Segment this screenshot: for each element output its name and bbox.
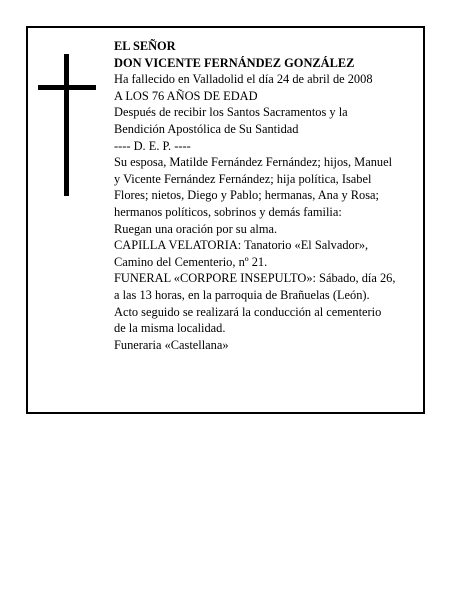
death-announcement: Ha fallecido en Valladolid el día 24 de abril de 2008	[114, 72, 373, 87]
funeral-info: FUNERAL «CORPORE INSEPULTO»: Sábado, día 26, a las 13 horas, en la parroquia de Brañuelas (León).	[114, 271, 396, 302]
age-line: A LOS 76 AÑOS DE EDAD	[114, 88, 258, 103]
funeral-home: Funeraria «Castellana»	[114, 337, 229, 352]
chapel-info: CAPILLA VELATORIA: Tanatorio «El Salvador», Camino del Cementerio, nº 21.	[114, 238, 369, 269]
deceased-title: EL SEÑOR	[114, 39, 176, 53]
prayer-request: Ruegan una oración por su alma.	[114, 221, 278, 236]
cross-icon-crossbar	[38, 85, 96, 90]
sacraments-line: Después de recibir los Santos Sacramentos y la Bendición Apostólica de Su Santidad	[114, 105, 348, 136]
rip-line: ---- D. E. P. ----	[114, 138, 191, 153]
cross-icon	[64, 54, 69, 196]
notice-text	[114, 38, 426, 353]
deceased-name: DON VICENTE FERNÁNDEZ GONZÁLEZ	[114, 55, 355, 70]
burial-info: Acto seguido se realizará la conducción al cementerio de la misma localidad.	[114, 304, 382, 336]
family-list: Su esposa, Matilde Fernández Fernández; hijos, Manuel y Vicente Fernández Fernández; hija política, Isabel Flores; nietos, Diego y Pablo; hermanas, Ana y Rosa; hermanos políticos, sobrinos y demás familia:	[114, 155, 393, 219]
